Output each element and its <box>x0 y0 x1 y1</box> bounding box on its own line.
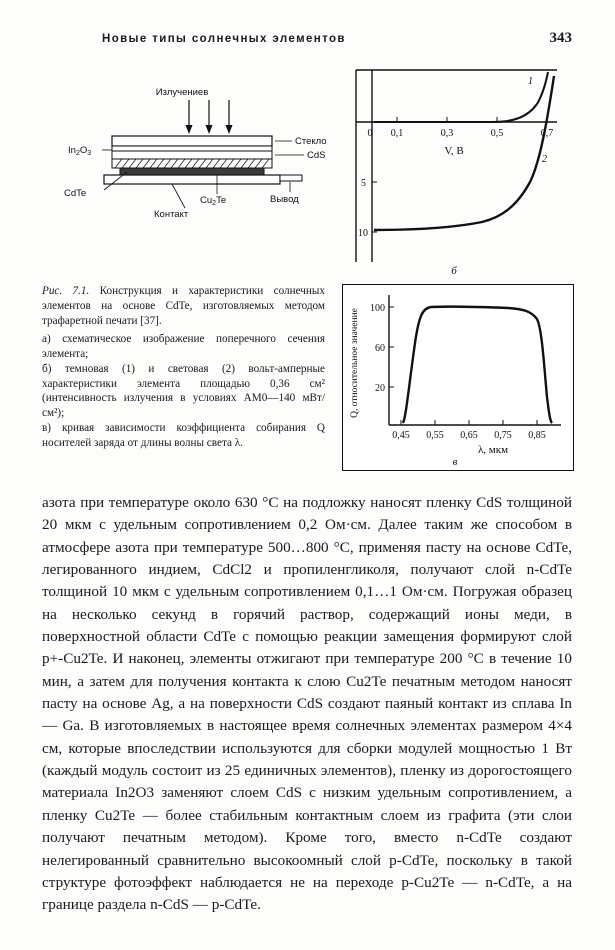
caption-sub-a: а) схематическое изображение поперечного сечения элемента; <box>42 333 325 361</box>
page-number: 343 <box>549 30 572 46</box>
label-cu2te: $Cu_2Te$ <box>200 195 227 207</box>
q-xtick-2: 0,65 <box>460 430 478 441</box>
q-ytick-60: 60 <box>375 343 385 354</box>
body-paragraph: азота при температуре около 630 °C на подложку наносят пленку CdS толщиной 20 мкм с удельным сопротивлением 0,2 Ом·см. Далее таким же способом в атмосфере азота при температуре 500…800 °C, применяя пасту на основе CdTe, легированного индием, CdCl2 и пропиленгликоля, получают слой n-CdTe толщиной 10 мкм с удельным сопротивлением 0,1…1 Ом·см. Погружая образец на несколько секунд в горячий раствор, содержащий ионы меди, в поверхностной области CdTe с помощью реакции замещения формируют слой p+-Cu2Te. И наконец, элементы отжигают при температуре 200 °C в течение 10 мин, а затем для получения контакта к слою Cu2Te печатным методом наносят пасту на основе Ag, а на поверхности CdS создают паяный контакт из сплава In — Ga. В изготовляемых в настоящее время солнечных элементах размером 4×4 см, которые впоследствии используются для сборки модулей мощностью 1 Вт (каждый модуль состоит из 25 единичных элементов), пленку из дорогостоящего материала In2O3 заменяют слоем CdS с низким удельным сопротивлением, а пленку Cu2Te — более стабильным контактным слоем из графита (эти слои получают печатным методом). Кроме того, вместо n-CdTe создают нелегированный сравнительно высокоомный слой p-CdTe, поскольку в такой структуре фотоэффект наблюдается не на переходе p-Cu2Te — n-CdTe, а на границе раздела n-CdS — p-CdTe. <box>42 494 572 914</box>
iv-curve-label-1: 1 <box>528 76 533 87</box>
iv-part-letter: б <box>451 265 457 277</box>
label-contact: Контакт <box>154 209 189 220</box>
q-xtick-1: 0,55 <box>426 430 444 441</box>
label-cdte: CdTe <box>64 188 87 199</box>
caption-sub-b: б) темновая (1) и световая (2) вольт-амперные характеристики элемента площадью 0,36 см² (интенсивность излучения в условиях АМ0—140 мВт/см²); <box>42 362 325 420</box>
q-xtick-0: 0,45 <box>392 430 410 441</box>
caption-main: Конструкция и характеристики солнечных элементов на основе CdTe, изготовляемых методом трафаретной печати [37]. <box>42 285 325 327</box>
q-ytick-100: 100 <box>370 303 385 314</box>
figure-caption <box>42 284 325 451</box>
label-in2o3: $In_2O_3$ <box>68 145 92 157</box>
iv-xlabel: V, В <box>444 145 464 157</box>
page-header <box>42 30 572 47</box>
q-xlabel: λ, мкм <box>477 444 509 456</box>
iv-xtick-4: 0,7 <box>540 128 554 139</box>
q-ylabel: Q, относительное значение <box>350 308 360 418</box>
running-title: Новые типы солнечных элементов <box>102 33 346 45</box>
q-ytick-20: 20 <box>375 383 385 394</box>
figure-schematic <box>42 72 332 252</box>
iv-ytick-10: 10 <box>358 228 368 239</box>
iv-xtick-1: 0,1 <box>390 128 404 139</box>
body-text <box>42 492 572 917</box>
iv-xtick-2: 0,3 <box>440 128 454 139</box>
label-irradiation: Излучениев <box>155 87 209 98</box>
caption-lead: Рис. 7.1. <box>42 285 90 297</box>
label-glass: Стекло <box>295 136 327 147</box>
iv-curve-label-2: 2 <box>542 154 547 165</box>
figure-iv-graph <box>342 62 572 277</box>
q-xtick-4: 0,85 <box>528 430 546 441</box>
q-xtick-3: 0,75 <box>494 430 512 441</box>
caption-sub-c: в) кривая зависимости коэффициента собирания Q носителей заряда от длины волны света λ. <box>42 422 325 449</box>
label-cds: CdS <box>307 150 326 161</box>
label-lead: Вывод <box>270 194 299 205</box>
iv-ytick-5: 5 <box>361 178 366 189</box>
figure-q-graph <box>342 284 574 471</box>
iv-xtick-0: 0 <box>367 128 373 139</box>
caption-main-line <box>42 284 325 328</box>
iv-xtick-3: 0,5 <box>490 128 504 139</box>
q-part-letter: в <box>452 456 458 468</box>
figure-block <box>42 62 572 472</box>
